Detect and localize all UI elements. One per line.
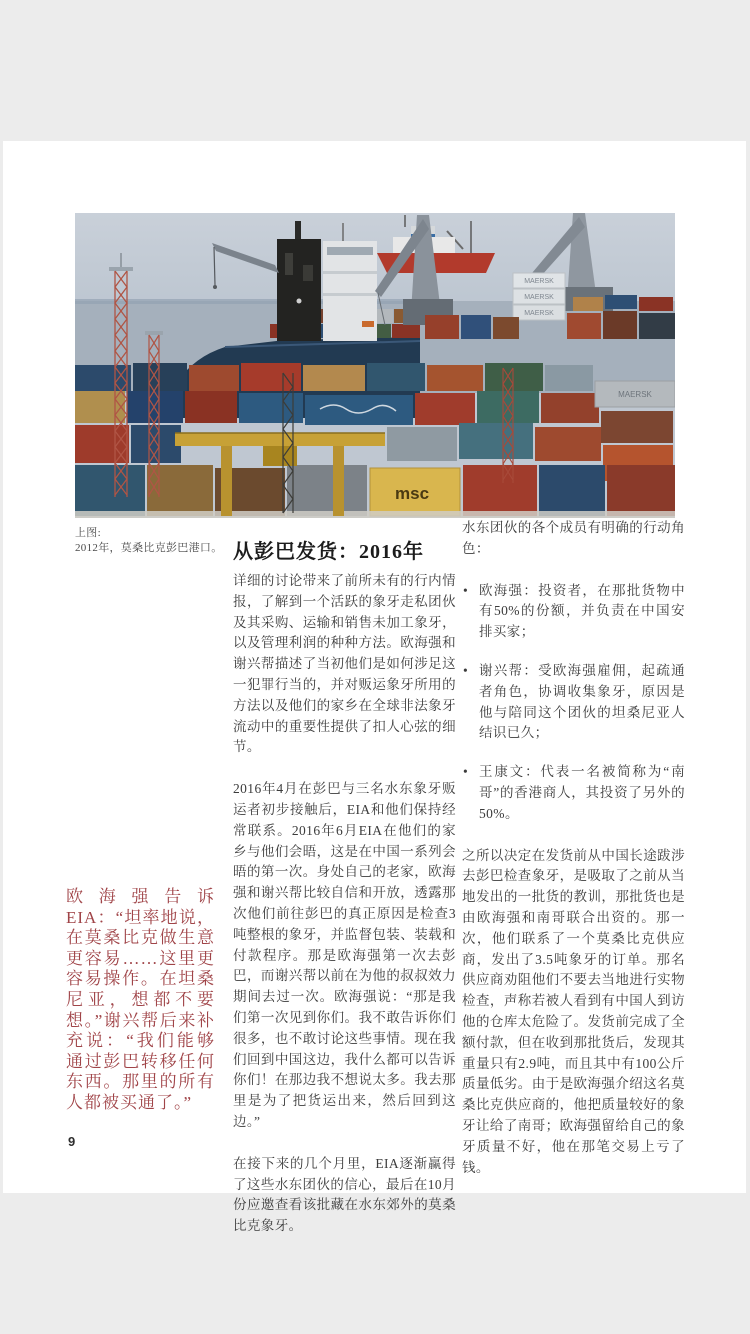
bullet-item <box>462 661 685 744</box>
paragraph: 详细的讨论带来了前所未有的行内情报，了解到一个活跃的象牙走私团伙及其采购、运输和销售未加工象牙，以及管理利润的种种方法。欧海强和谢兴帮描述了当初他们是如何涉足这一犯罪行当的，并对贩运象牙所用的方法以及他们的家乡在全球非法象牙流动中的重要性提供了扣人心弦的细节。 <box>233 573 456 755</box>
maersk-label: MAERSK <box>618 390 652 399</box>
photo-caption <box>75 526 235 556</box>
bullet-list <box>462 581 685 825</box>
paragraph: 在接下来的几个月里，EIA逐渐赢得了这些水东团伙的信心，最后在10月份应邀查看该批藏在水东郊外的莫桑比克象牙。 <box>233 1155 456 1234</box>
bullet-item <box>462 762 685 824</box>
bullet-item <box>462 581 685 643</box>
page-number: 9 <box>68 1134 76 1149</box>
paragraph: 水东团伙的各个成员有明确的行动角色： <box>462 520 685 556</box>
article-column-1 <box>233 571 456 1258</box>
msc-container <box>370 468 460 516</box>
bullet-marker: • <box>463 662 469 678</box>
maersk-label: MAERSK <box>524 310 554 317</box>
maersk-label: MAERSK <box>524 278 554 285</box>
bullet-marker: • <box>463 582 469 598</box>
caption-label: 上图: <box>75 527 101 539</box>
msc-label: msc <box>395 484 430 503</box>
port-photo <box>75 213 675 518</box>
bullet-text: 谢兴帮：受欧海强雇佣，起疏通者角色，协调收集象牙，原因是他与陪同这个团伙的坦桑尼亚人结识已久； <box>479 662 685 741</box>
bullet-text: 欧海强：投资者，在那批货物中有50%的份额，并负责在中国安排买家； <box>479 582 685 640</box>
pull-quote: 欧海强告诉EIA：“坦率地说，在莫桑比克做生意更容易……这里更容易操作。在坦桑尼亚，想都不要想。”谢兴帮后来补充说：“我们能够通过彭巴转移任何东西。那里的所有人都被买通了。” <box>66 887 215 1112</box>
ship-crane-tower <box>277 221 321 341</box>
article-column-2 <box>462 518 685 1199</box>
paragraph: 之所以决定在发货前从中国长途跋涉去彭巴检查象牙，是吸取了之前从当地发出的一批货的教训，那批货也是由欧海强和南哥联合出资的。那一次，他们联系了一个莫桑比克供应商，发出了3.5吨象牙的订单。那名供应商劝阻他们不要去当地进行实物检查，声称若被人看到有中国人到访他的仓库太危险了。发货前完成了全额付款，但在收到那批货后，发现其重量只有2.9吨，而且其中有100公斤质量低劣。由于是欧海强介绍这名莫桑比克供应商的，他把质量较好的象牙让给了南哥；欧海强留给自己的象牙质量不好，他在那笔交易上亏了钱。 <box>462 847 685 1175</box>
maersk-container-stack <box>513 273 565 320</box>
document-page <box>3 141 746 1234</box>
maersk-label: MAERSK <box>524 294 554 301</box>
paragraph: 2016年4月在彭巴与三名水东象牙贩运者初步接触后，EIA和他们保持经常联系。2016年6月EIA在他们的家乡与他们会晤，这是在中国一系列会晤的第一次。身处自己的老家，欧海强和谢兴帮比较自信和开放，透露那次他们前往彭巴的真正原因是检查3吨整根的象牙，并监督包装、装载和付款程序。那是欧海强第一次去彭巴，而谢兴帮以前在为他的叔叔效力期间去过一次。欧海强说：“那是我们第一次见到你们。我不敢告诉你们很多，也不敢讨论这些事情。现在我们回到中国这边，我什么都可以告诉你们！在那边我不想说太多。我去那里是为了把货运出来，然后回到这边。” <box>233 781 456 1129</box>
article-heading: 从彭巴发货：2016年 <box>233 541 424 564</box>
port-photo-art <box>75 213 675 518</box>
bullet-text: 王康文：代表一名被简称为“南哥”的香港商人，其投资了另外的50%。 <box>479 764 685 821</box>
caption-text: 2012年，莫桑比克彭巴港口。 <box>75 542 223 554</box>
bullet-marker: • <box>463 764 469 780</box>
